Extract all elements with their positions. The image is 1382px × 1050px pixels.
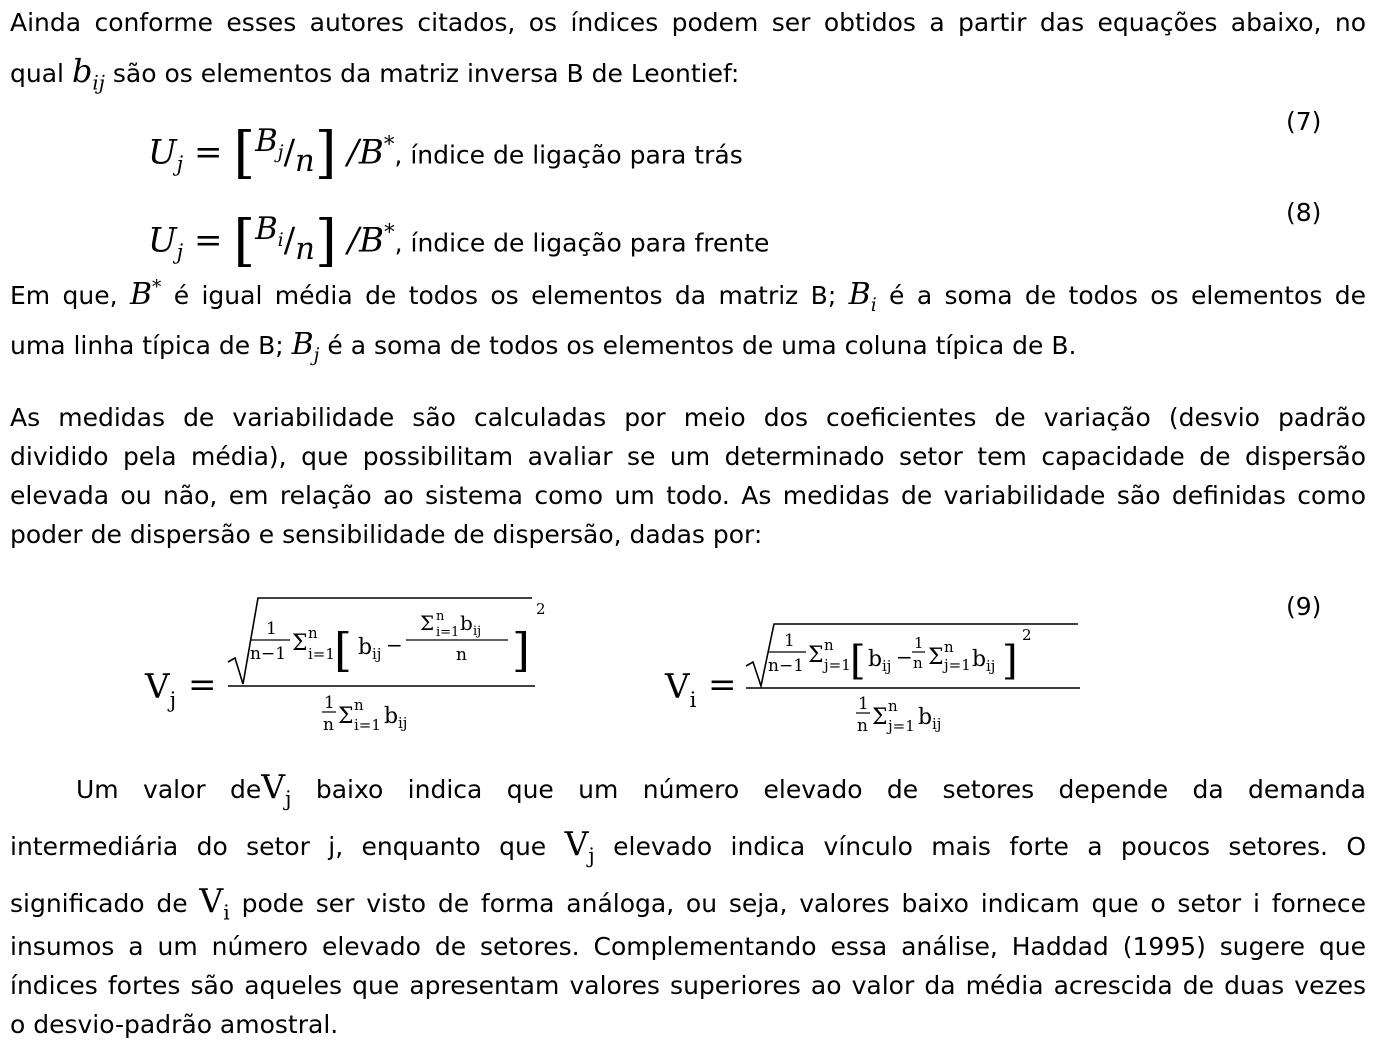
svg-text:1: 1 (914, 634, 924, 652)
svg-text:1: 1 (784, 631, 795, 651)
svg-text:]: ] (1002, 638, 1018, 684)
paragraph3-line1: As medidas de variabilidade são calculadas por meio dos coeficientes de variação (desvio padrão (10, 403, 1366, 432)
text-fragment: qual (10, 59, 64, 88)
vj-label: $V_j$ (145, 667, 177, 712)
svg-text:Σ: Σ (420, 611, 435, 635)
vj-one: 1 (266, 619, 277, 639)
svg-text:n: n (436, 609, 445, 624)
svg-text:1: 1 (858, 694, 869, 714)
svg-text:−: − (386, 633, 403, 657)
var-vi: $V_i$ (199, 881, 230, 925)
vj-n-minus-1: n−1 (250, 644, 287, 664)
var-bj: $B_j$ (291, 327, 320, 366)
var-b-ij: $b_{ij}$ (71, 52, 105, 95)
paragraph2-line1: Em que, B* é igual média de todos os elementos da matriz B; $B_i$ é a soma de todos os elementos de (10, 277, 1366, 316)
svg-text:n: n (323, 715, 334, 735)
equation-9-vi (660, 612, 1090, 742)
svg-text:ij: ij (398, 714, 408, 732)
vj-equals: = (188, 665, 217, 705)
svg-text:Σ: Σ (338, 704, 354, 729)
var-bi: $B_i$ (848, 277, 877, 316)
paragraph4-line1: Um valor deV$_j$ baixo indica que um número elevado de setores depende da demanda (76, 767, 1367, 811)
svg-text:ij: ij (473, 624, 482, 639)
svg-text:n: n (944, 638, 954, 656)
svg-text:ij: ij (932, 715, 942, 733)
svg-text:i=1: i=1 (308, 645, 335, 663)
paragraph4-line6: o desvio-padrão amostral. (10, 1010, 339, 1039)
paragraph3-line2: dividido pela média), que possibilitam avaliar se um determinado setor tem capacidade de dispersão (10, 442, 1366, 471)
paragraph4-line2: intermediária do setor j, enquanto que $V_j$ elevado indica vínculo mais forte a poucos setores. O (10, 824, 1366, 868)
equation-9-vj (140, 588, 560, 748)
equation-9-number: (9) (1286, 592, 1322, 621)
paragraph4-line3: significado de $V_i$ pode ser visto de forma análoga, ou seja, valores baixo indicam que o setor i fornece (10, 881, 1366, 925)
svg-text:ij: ij (372, 645, 382, 663)
svg-text:[: [ (850, 638, 866, 684)
paragraph3-line4: poder de dispersão e sensibilidade de dispersão, dadas por: (10, 520, 763, 549)
svg-text:n: n (857, 716, 868, 736)
svg-text:ij: ij (882, 657, 892, 675)
svg-text:b: b (868, 647, 883, 672)
svg-text:i=1: i=1 (436, 625, 460, 640)
svg-text:1: 1 (324, 693, 335, 713)
vj-rbracket: ] (512, 623, 530, 677)
svg-text:b: b (460, 611, 473, 635)
svg-text:n: n (308, 624, 318, 642)
svg-text:n: n (888, 697, 898, 715)
vi-label: $V_i$ (665, 667, 697, 712)
equation-7-number: (7) (1286, 107, 1322, 136)
vj-sum1: Σ (292, 631, 308, 656)
svg-text:j=1: j=1 (824, 656, 851, 674)
svg-text:2: 2 (1022, 626, 1032, 644)
equation-8: $U_j = [^{B_i}/_n]$ /B*, índice de ligação para frente (148, 208, 770, 274)
svg-text:j=1: j=1 (944, 656, 971, 674)
var-vj: $V_j$ (564, 824, 595, 868)
paragraph1-line1: Ainda conforme esses autores citados, os índices podem ser obtidos a partir das equações abaixo, no (10, 8, 1366, 37)
svg-text:Σ: Σ (808, 643, 824, 668)
svg-text:n: n (456, 645, 467, 665)
svg-text:j=1: j=1 (888, 717, 915, 735)
svg-text:Σ: Σ (928, 645, 944, 670)
svg-text:Σ: Σ (872, 705, 888, 730)
var-bstar: B* (129, 277, 162, 312)
svg-text:n−1: n−1 (768, 656, 805, 676)
svg-text:b: b (384, 704, 399, 729)
svg-text:−: − (896, 645, 913, 669)
svg-text:n: n (824, 636, 834, 654)
svg-text:b: b (358, 635, 373, 660)
equation-7: $U_j = [^{B_j}/_n]$ /B*, índice de ligação para trás (148, 120, 743, 186)
text-fragment: são os elementos da matriz inversa B de Leontief: (112, 59, 740, 88)
paragraph1-line2 (10, 52, 1366, 95)
vj-lbracket: [ (334, 623, 352, 677)
vj-radical (228, 598, 532, 684)
equation-8-number: (8) (1286, 198, 1322, 227)
var-vj: $V_j$ (261, 767, 292, 811)
svg-text:ij: ij (986, 657, 996, 675)
svg-text:b: b (972, 647, 987, 672)
paragraph2-line2: uma linha típica de B; $B_j$ é a soma de todos os elementos de uma coluna típica de B. (10, 327, 1077, 366)
svg-text:2: 2 (536, 600, 546, 618)
svg-text:n: n (913, 654, 923, 672)
paragraph3-line3: elevada ou não, em relação ao sistema como um todo. As medidas de variabilidade são definidas como (10, 481, 1366, 510)
paragraph4-line4: insumos a um número elevado de setores. Complementando essa análise, Haddad (1995) sugere que (10, 932, 1366, 961)
vi-equals: = (708, 665, 737, 705)
svg-text:n: n (354, 696, 364, 714)
svg-text:b: b (918, 705, 933, 730)
svg-text:i=1: i=1 (354, 716, 381, 734)
paragraph4-line5: índices fortes são aqueles que apresentam valores superiores ao valor da média acrescida de duas vezes (10, 971, 1366, 1000)
